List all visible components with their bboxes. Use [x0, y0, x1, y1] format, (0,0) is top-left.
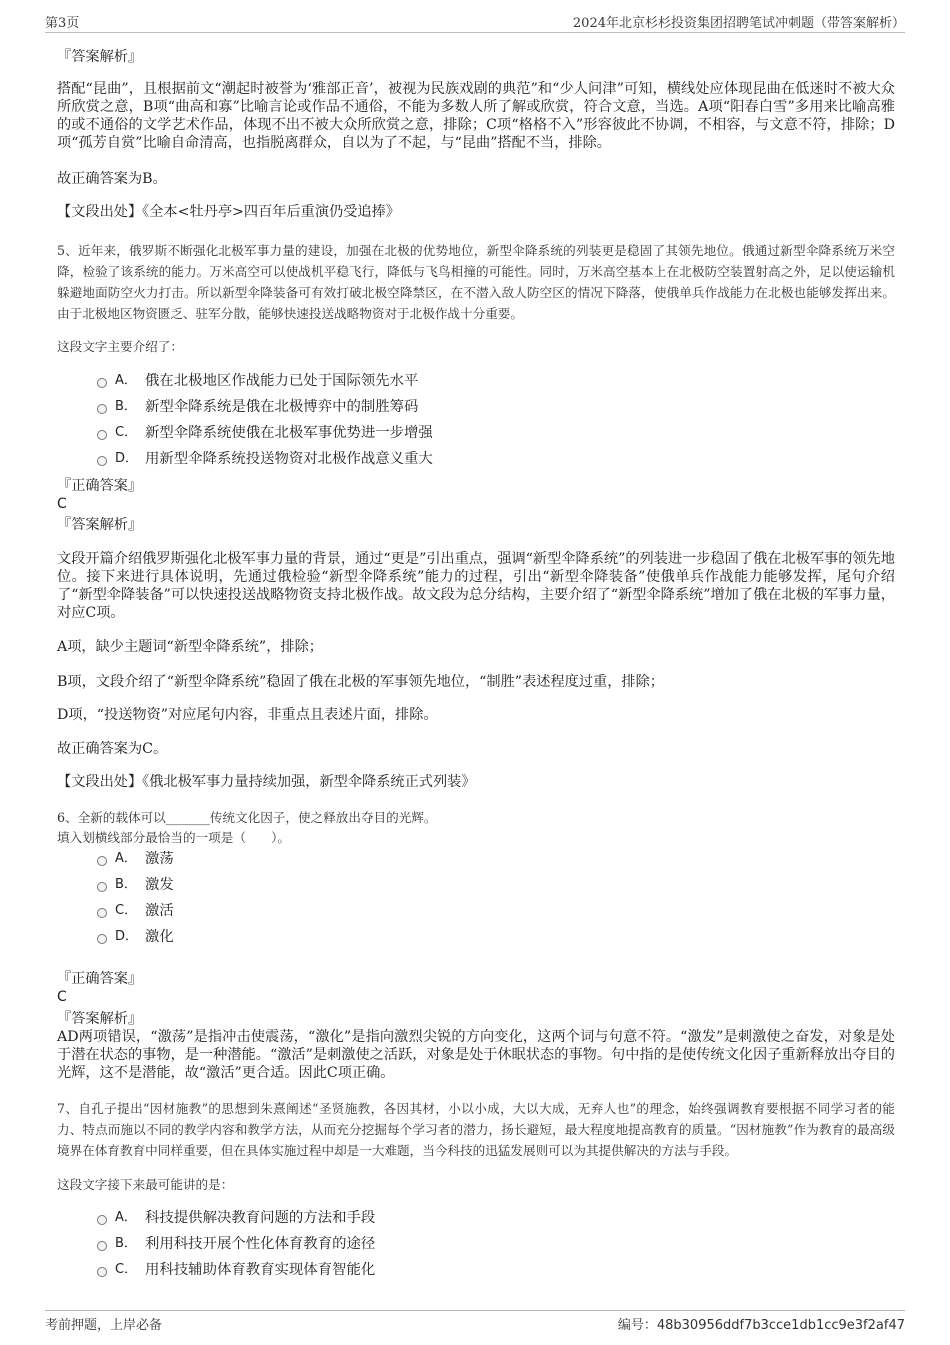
q7-options — [97, 1205, 697, 1283]
q5-option-d[interactable]: D． 用新型伞降系统投送物资对北极作战意义重大 — [97, 446, 697, 472]
q5-analysis-label: 『答案解析』 — [57, 517, 143, 533]
q5-option-c[interactable]: C． 新型伞降系统使俄在北极军事优势进一步增强 — [97, 420, 697, 446]
radio-icon[interactable] — [97, 456, 107, 466]
radio-icon[interactable] — [97, 430, 107, 440]
q7-prompt: 这段文字接下来最可能讲的是： — [57, 1177, 234, 1192]
radio-icon[interactable] — [97, 908, 107, 918]
q6-analysis-label: 『答案解析』 — [57, 1011, 143, 1027]
q6-options — [97, 846, 697, 950]
q7-stem: 7、自孔子提出“因材施教”的思想到朱熹阐述“圣贤施教，各因其材，小以小成，大以大成，无弃人也”的理念，始终强调教育要根据不同学习者的能力、特点而施以不同的教学内容和教学方法，从而充分挖掘每个学习者的潜力，扬长避短，最大程度地提高教育的质量。“因材施教”作为教育的最高级境界在体育教育中同样重要，但在具体实施过程中却是一大难题，当今科技的迅猛发展则可以为其提供解决的方法与手段。 — [57, 1101, 895, 1158]
q5-note-d: D项，“投送物资”对应尾句内容，非重点且表述片面，排除。 — [57, 707, 438, 723]
radio-icon[interactable] — [97, 882, 107, 892]
q6-prompt: 填入划横线部分最恰当的一项是（ ）。 — [57, 830, 290, 845]
q7-option-c[interactable]: C． 用科技辅助体育教育实现体育智能化 — [97, 1257, 697, 1283]
q4-conclusion: 故正确答案为B。 — [57, 171, 167, 187]
q7-option-b[interactable]: B． 利用科技开展个性化体育教育的途径 — [97, 1231, 697, 1257]
footer-code-value: 48b30956ddf7b3cce1db1cc9e3f2af47 — [656, 1318, 905, 1333]
page-number: 第3页 — [45, 16, 80, 31]
q5-prompt: 这段文字主要介绍了： — [57, 339, 183, 354]
footer-code — [618, 1314, 905, 1333]
q4-analysis-text: 搭配“昆曲”，且根据前文“潮起时被誉为‘雅部正音’，被视为民族戏剧的典范”和“少人问津”可知，横线处应体现昆曲在低迷时不被大众所欣赏之意，B项“曲高和寡”比喻言论或作品不通俗，不能为多数人所了解或欣赏，符合文意，当选。A项“阳春白雪”多用来比喻高雅的或不通俗的文学艺术作品，体现不出不被大众所欣赏之意，排除；C项“格格不入”形容彼此不协调，不相容，与文意不符，排除；D项“孤芳自赏”比喻自命清高，也指脱离群众，自以为了不起，与“昆曲”搭配不当，排除。 — [57, 81, 895, 151]
q5-correct-answer: C — [57, 496, 67, 512]
q5-correct-label: 『正确答案』 — [57, 478, 143, 494]
q6-option-a[interactable]: A． 激荡 — [97, 846, 697, 872]
q6-analysis-text: AD两项错误，“激荡”是指冲击使震荡，“激化”是指向激烈尖锐的方向变化，这两个词与句意不符。“激发”是刺激使之奋发，对象是处于潜在状态的事物，是一种潜能。“激活”是刺激使之活跃，对象是处于休眠状态的事物。句中指的是使传统文化因子重新释放出夺目的光辉，这不是潜能，故“激活”更合适。因此C项正确。 — [57, 1029, 895, 1081]
page-footer — [45, 1310, 905, 1339]
q5-source: 【文段出处】《俄北极军事力量持续加强，新型伞降系统正式列装》 — [57, 774, 476, 790]
q6-correct-label: 『正确答案』 — [57, 971, 143, 987]
radio-icon[interactable] — [97, 1215, 107, 1225]
q5-analysis-text: 文段开篇介绍俄罗斯强化北极军事力量的背景，通过“更是”引出重点，强调“新型伞降系统”的列装进一步稳固了俄在北极军事的领先地位。接下来进行具体说明，先通过俄检验“新型伞降系统”能力的过程，引出“新型伞降装备”使俄单兵作战能力能够发挥，尾句介绍了“新型伞降装备”可以快速投送战略物资支持北极作战。故文段为总分结构，主要介绍了“新型伞降系统”增加了俄在北极的军事力量，对应C项。 — [57, 551, 895, 621]
radio-icon[interactable] — [97, 856, 107, 866]
document-title: 2024年北京杉杉投资集团招聘笔试冲刺题（带答案解析） — [572, 16, 905, 31]
q5-options — [97, 368, 697, 472]
footer-slogan: 考前押题，上岸必备 — [45, 1318, 163, 1333]
footer-code-label: 编号： — [617, 1318, 657, 1333]
q6-correct-answer: C — [57, 989, 67, 1005]
q5-conclusion: 故正确答案为C。 — [57, 741, 168, 757]
q6-option-d[interactable]: D． 激化 — [97, 924, 697, 950]
q5-option-b[interactable]: B． 新型伞降系统是俄在北极博弈中的制胜筹码 — [97, 394, 697, 420]
q6-stem: 6、全新的载体可以_______传统文化因子，使之释放出夺目的光辉。 — [57, 810, 437, 825]
q4-source: 【文段出处】《全本<牡丹亭>四百年后重演仍受追捧》 — [57, 204, 400, 220]
page-header — [45, 10, 905, 33]
q5-stem: 5、近年来，俄罗斯不断强化北极军事力量的建设，加强在北极的优势地位，新型伞降系统的列装更是稳固了其领先地位。俄通过新型伞降系统万米空降，检验了该系统的能力。万米高空可以使战机平稳飞行，降低与飞鸟相撞的可能性。同时，万米高空基本上在北极防空装置射高之外，足以使运输机躲避地面防空火力打击。所以新型伞降装备可有效打破北极空降禁区，在不潜入敌人防空区的情况下降落，使俄单兵作战能力在北极也能够发挥出来。由于北极地区物资匮乏、驻军分散，能够快速投送战略物资对于北极作战十分重要。 — [57, 243, 895, 321]
q6-option-c[interactable]: C． 激活 — [97, 898, 697, 924]
radio-icon[interactable] — [97, 1241, 107, 1251]
q5-note-b: B项，文段介绍了“新型伞降系统”稳固了俄在北极的军事领先地位，“制胜”表述程度过重，排除； — [57, 674, 664, 690]
q4-analysis-label: 『答案解析』 — [57, 49, 143, 65]
radio-icon[interactable] — [97, 378, 107, 388]
q6-option-b[interactable]: B． 激发 — [97, 872, 697, 898]
radio-icon[interactable] — [97, 404, 107, 414]
q5-note-a: A项，缺少主题词“新型伞降系统”，排除； — [57, 639, 323, 655]
q5-option-a[interactable]: A． 俄在北极地区作战能力已处于国际领先水平 — [97, 368, 697, 394]
radio-icon[interactable] — [97, 1267, 107, 1277]
radio-icon[interactable] — [97, 934, 107, 944]
q7-option-a[interactable]: A． 科技提供解决教育问题的方法和手段 — [97, 1205, 697, 1231]
